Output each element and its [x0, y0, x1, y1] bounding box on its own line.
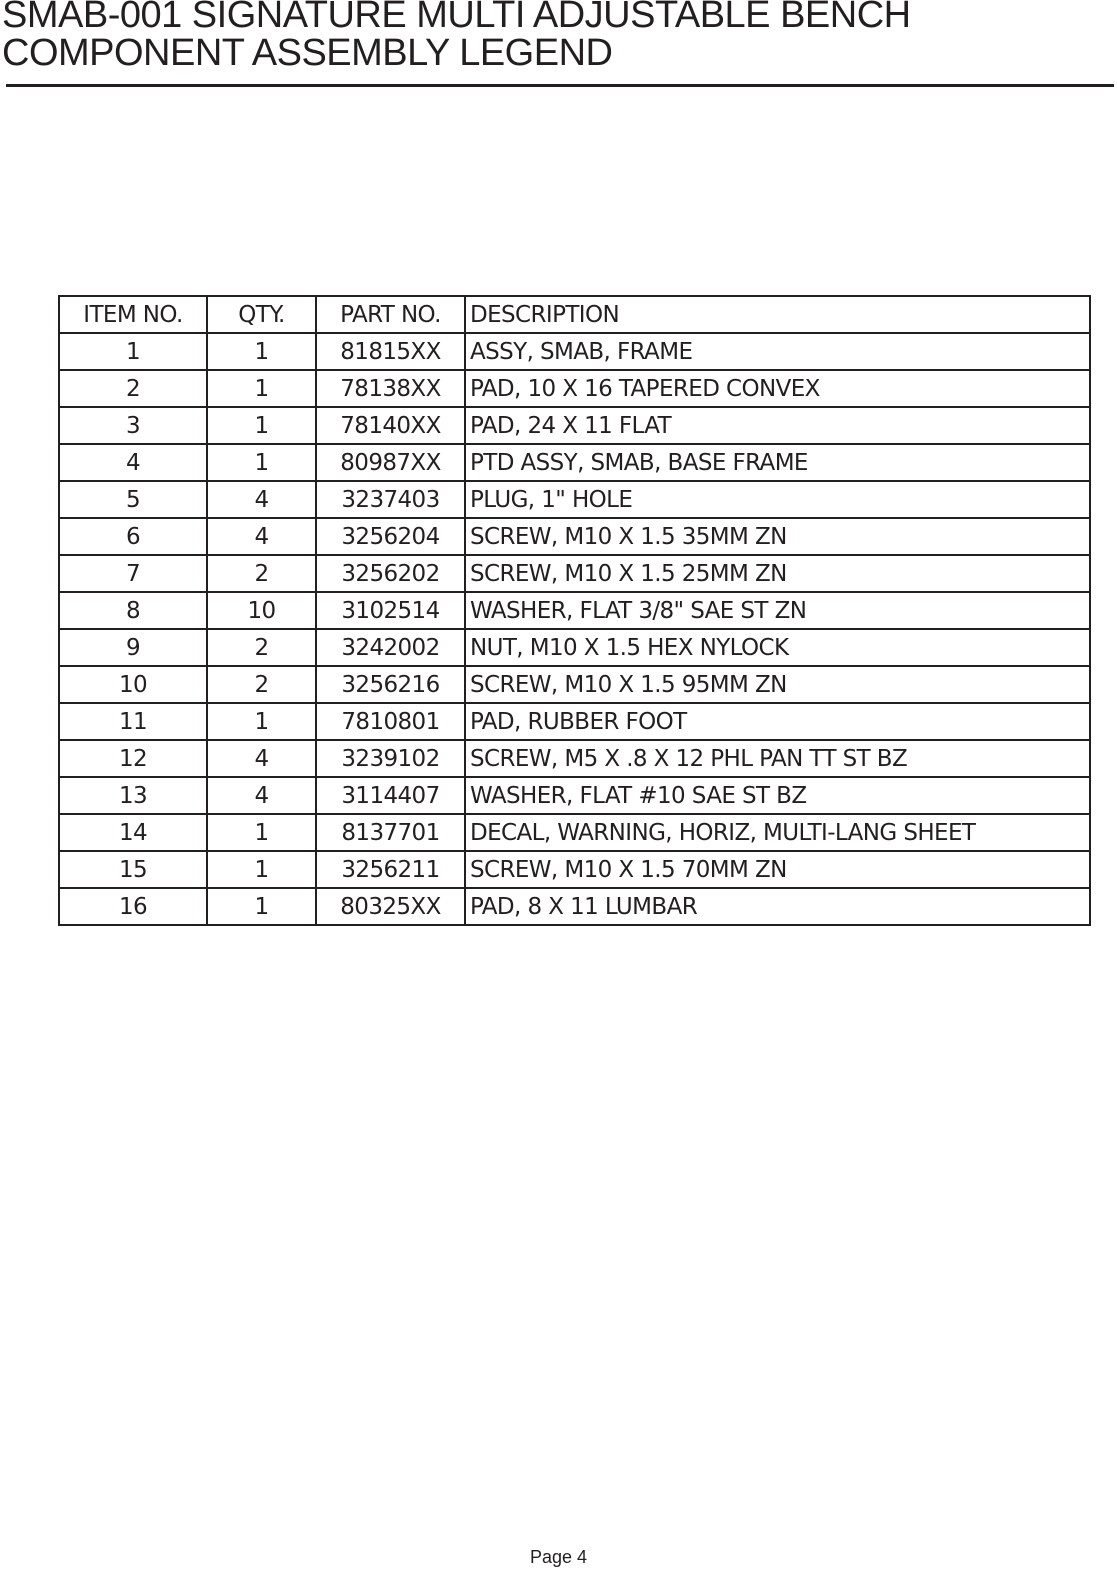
page-number: Page 4: [529, 1547, 588, 1567]
cell-part-no: 3256202: [316, 555, 465, 592]
cell-part-no: 80325XX: [316, 888, 465, 925]
cell-item-no: 16: [59, 888, 207, 925]
cell-qty: 1: [207, 814, 316, 851]
cell-part-no: 3239102: [316, 740, 465, 777]
cell-part-no: 3256216: [316, 666, 465, 703]
cell-description: SCREW, M5 X .8 X 12 PHL PAN TT ST BZ: [465, 740, 1090, 777]
cell-part-no: 81815XX: [316, 333, 465, 370]
cell-description: PTD ASSY, SMAB, BASE FRAME: [465, 444, 1090, 481]
cell-description: ASSY, SMAB, FRAME: [465, 333, 1090, 370]
cell-description: PAD, 10 X 16 TAPERED CONVEX: [465, 370, 1090, 407]
cell-item-no: 8: [59, 592, 207, 629]
cell-item-no: 4: [59, 444, 207, 481]
cell-part-no: 3256211: [316, 851, 465, 888]
cell-part-no: 78138XX: [316, 370, 465, 407]
table-row: [59, 370, 1090, 407]
cell-part-no: 8137701: [316, 814, 465, 851]
cell-item-no: 1: [59, 333, 207, 370]
cell-part-no: 7810801: [316, 703, 465, 740]
cell-qty: 4: [207, 481, 316, 518]
cell-qty: 4: [207, 740, 316, 777]
table-row: [59, 814, 1090, 851]
cell-description: PAD, RUBBER FOOT: [465, 703, 1090, 740]
table-row: [59, 555, 1090, 592]
cell-qty: 1: [207, 703, 316, 740]
table-row: [59, 666, 1090, 703]
cell-qty: 2: [207, 555, 316, 592]
cell-qty: 10: [207, 592, 316, 629]
table-row: [59, 629, 1090, 666]
cell-qty: 4: [207, 777, 316, 814]
cell-part-no: 3237403: [316, 481, 465, 518]
table-row: [59, 333, 1090, 370]
cell-qty: 1: [207, 333, 316, 370]
cell-description: PLUG, 1" HOLE: [465, 481, 1090, 518]
cell-qty: 1: [207, 444, 316, 481]
cell-item-no: 12: [59, 740, 207, 777]
title-line-1: SMAB-001 SIGNATURE MULTI ADJUSTABLE BENCH: [2, 0, 911, 36]
table-row: [59, 592, 1090, 629]
page-title: [2, 0, 911, 72]
cell-qty: 2: [207, 666, 316, 703]
cell-item-no: 7: [59, 555, 207, 592]
cell-part-no: 3102514: [316, 592, 465, 629]
cell-qty: 4: [207, 518, 316, 555]
cell-part-no: 80987XX: [316, 444, 465, 481]
cell-qty: 1: [207, 370, 316, 407]
cell-item-no: 6: [59, 518, 207, 555]
header-part-no: PART NO.: [316, 296, 465, 333]
cell-description: WASHER, FLAT 3/8" SAE ST ZN: [465, 592, 1090, 629]
cell-description: PAD, 8 X 11 LUMBAR: [465, 888, 1090, 925]
cell-item-no: 14: [59, 814, 207, 851]
table-row: [59, 407, 1090, 444]
cell-item-no: 11: [59, 703, 207, 740]
cell-description: SCREW, M10 X 1.5 35MM ZN: [465, 518, 1090, 555]
cell-description: DECAL, WARNING, HORIZ, MULTI-LANG SHEET: [465, 814, 1090, 851]
table-row: [59, 777, 1090, 814]
cell-part-no: 78140XX: [316, 407, 465, 444]
table-row: [59, 444, 1090, 481]
cell-part-no: 3242002: [316, 629, 465, 666]
cell-qty: 1: [207, 888, 316, 925]
cell-item-no: 2: [59, 370, 207, 407]
cell-qty: 1: [207, 851, 316, 888]
table-row: [59, 851, 1090, 888]
cell-item-no: 15: [59, 851, 207, 888]
table-row: [59, 518, 1090, 555]
table-header-row: [59, 296, 1090, 333]
cell-description: SCREW, M10 X 1.5 70MM ZN: [465, 851, 1090, 888]
cell-description: PAD, 24 X 11 FLAT: [465, 407, 1090, 444]
table-row: [59, 703, 1090, 740]
cell-description: WASHER, FLAT #10 SAE ST BZ: [465, 777, 1090, 814]
cell-item-no: 13: [59, 777, 207, 814]
cell-item-no: 5: [59, 481, 207, 518]
title-divider: [6, 84, 1114, 87]
cell-item-no: 10: [59, 666, 207, 703]
header-item-no: ITEM NO.: [59, 296, 207, 333]
cell-description: NUT, M10 X 1.5 HEX NYLOCK: [465, 629, 1090, 666]
table-row: [59, 740, 1090, 777]
parts-legend-table: [58, 295, 1091, 926]
cell-qty: 1: [207, 407, 316, 444]
table-row: [59, 888, 1090, 925]
cell-item-no: 3: [59, 407, 207, 444]
header-description: DESCRIPTION: [465, 296, 1090, 333]
table-row: [59, 481, 1090, 518]
cell-item-no: 9: [59, 629, 207, 666]
cell-description: SCREW, M10 X 1.5 25MM ZN: [465, 555, 1090, 592]
title-line-2: COMPONENT ASSEMBLY LEGEND: [2, 32, 613, 74]
cell-part-no: 3256204: [316, 518, 465, 555]
cell-part-no: 3114407: [316, 777, 465, 814]
cell-description: SCREW, M10 X 1.5 95MM ZN: [465, 666, 1090, 703]
header-qty: QTY.: [207, 296, 316, 333]
cell-qty: 2: [207, 629, 316, 666]
